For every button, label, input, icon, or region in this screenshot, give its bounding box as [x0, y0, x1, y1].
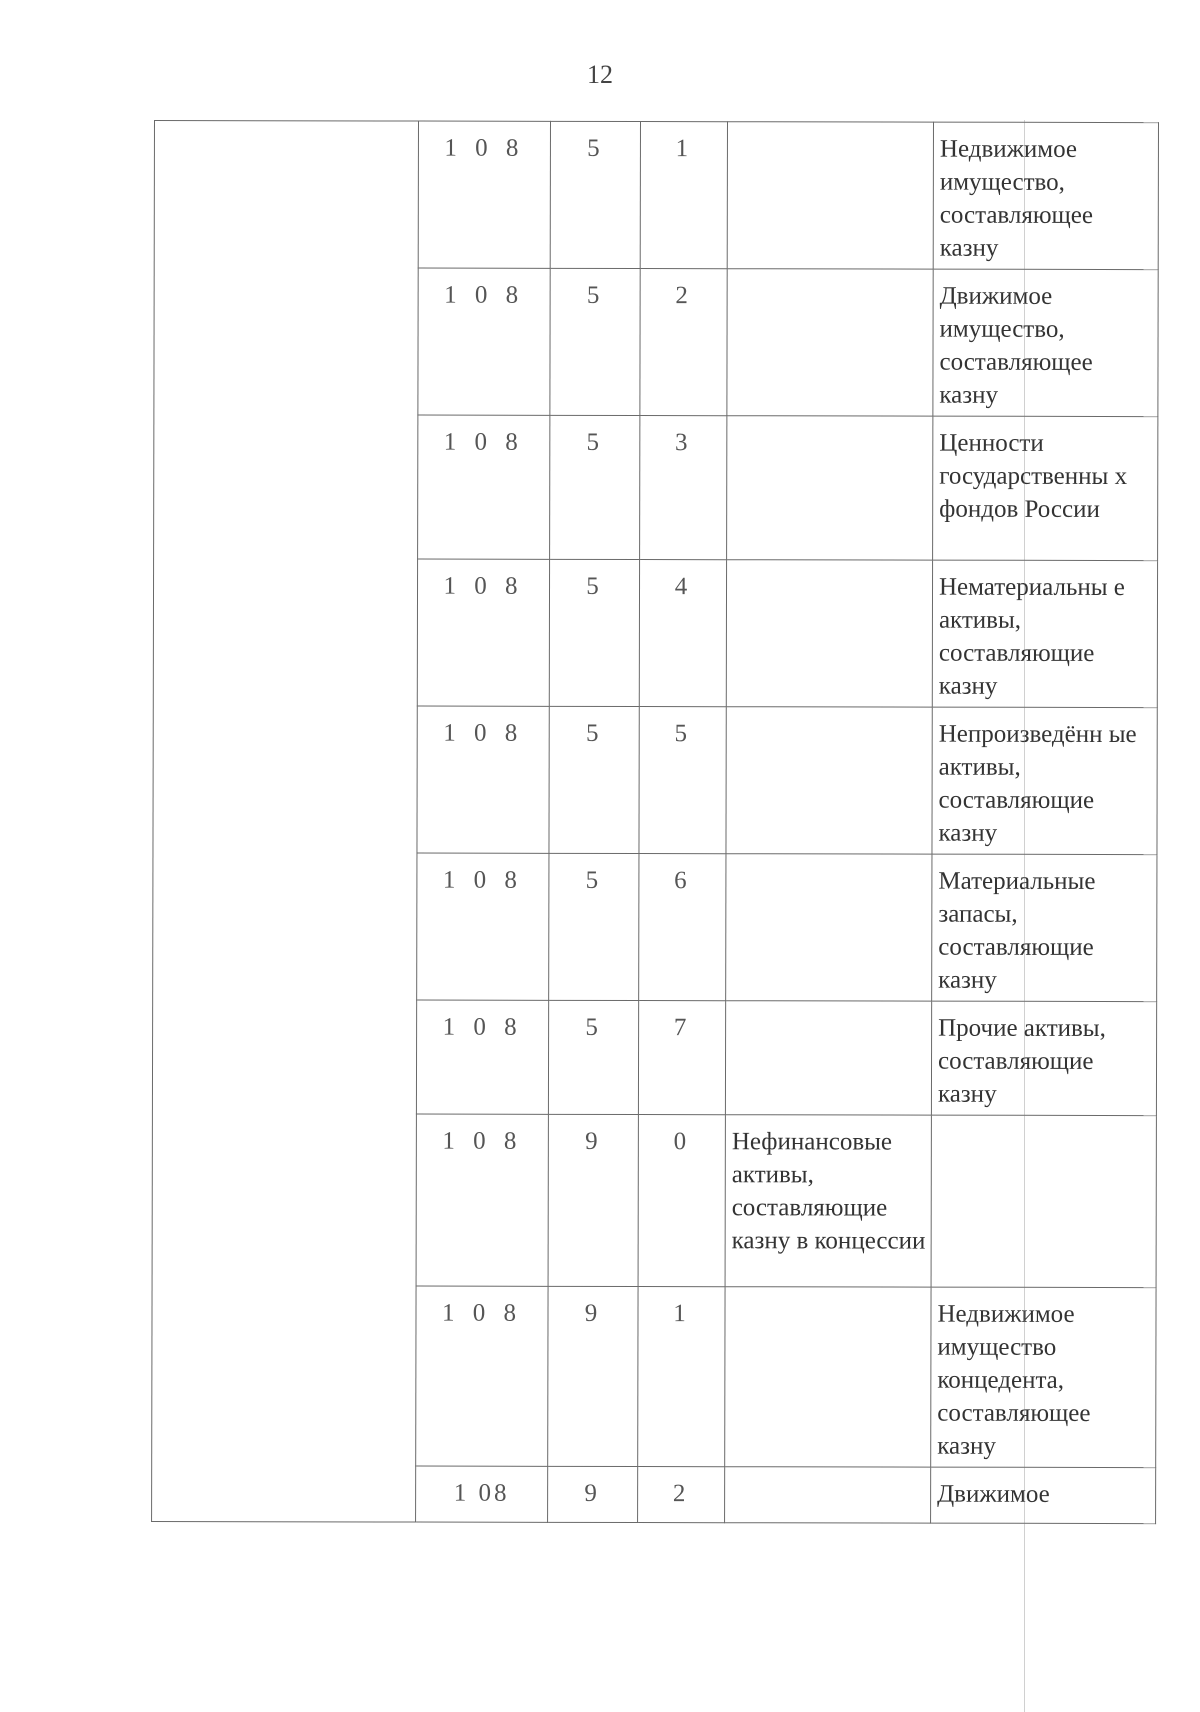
group-name — [725, 1001, 931, 1115]
group-name: Нефинансовые активы, составляющие казну в концессии — [725, 1115, 931, 1287]
group-code: 9 — [548, 1114, 638, 1286]
subgroup-code: 0 — [638, 1115, 725, 1287]
account-name: Ценности государственны х фондов России — [933, 416, 1158, 560]
table-row — [154, 121, 1158, 270]
synthetic-account-code: 1 0 8 — [416, 1114, 548, 1286]
subgroup-code: 4 — [639, 560, 726, 707]
group-name — [726, 854, 932, 1001]
synthetic-account-code: 1 0 8 — [418, 268, 550, 415]
account-name: Движимое — [931, 1467, 1156, 1523]
group-code: 9 — [548, 1466, 638, 1522]
group-code: 5 — [550, 415, 640, 559]
group-name — [727, 269, 933, 416]
synthetic-account-code: 1 0 8 — [417, 853, 549, 1000]
subgroup-code: 5 — [639, 707, 726, 854]
group-code: 5 — [548, 1000, 638, 1114]
group-code: 5 — [550, 121, 640, 268]
account-name: Недвижимое имущество концедента, составляющее казну — [931, 1287, 1156, 1467]
group-name — [727, 122, 933, 269]
account-name: Движимое имущество, составляющее казну — [933, 269, 1158, 416]
synthetic-account-code: 1 0 8 — [416, 1000, 548, 1114]
group-code: 5 — [549, 559, 639, 706]
subgroup-code: 1 — [638, 1287, 725, 1467]
account-name: Материальные запасы, составляющие казну — [932, 854, 1157, 1001]
group-code: 9 — [548, 1286, 638, 1466]
subgroup-code: 1 — [640, 122, 727, 269]
synthetic-account-code: 1 08 — [416, 1466, 548, 1522]
subgroup-code: 7 — [638, 1001, 725, 1115]
synthetic-account-code: 1 0 8 — [418, 415, 550, 559]
group-code: 5 — [550, 268, 640, 415]
synthetic-account-code: 1 0 8 — [417, 706, 549, 853]
group-code: 5 — [549, 853, 639, 1000]
subgroup-code: 6 — [639, 854, 726, 1001]
page-number: 12 — [587, 60, 613, 89]
synthetic-account-code: 1 0 8 — [416, 1286, 548, 1466]
synthetic-account-code: 1 0 8 — [418, 121, 550, 268]
group-name — [726, 560, 932, 707]
synthetic-account-code: 1 0 8 — [417, 559, 549, 706]
account-name: Прочие активы, составляющие казну — [931, 1001, 1156, 1115]
group-name — [725, 1287, 931, 1467]
group-name — [726, 707, 932, 854]
account-code-table — [151, 120, 1159, 1524]
account-name: Недвижимое имущество, составляющее казну — [933, 122, 1158, 269]
subgroup-code: 3 — [640, 416, 727, 560]
scan-fold-line — [1024, 120, 1025, 1712]
group-name — [725, 1467, 931, 1523]
account-name: Непроизведённ ые активы, составляющие казну — [932, 707, 1157, 854]
group-code: 5 — [549, 706, 639, 853]
account-name — [931, 1115, 1156, 1287]
account-name: Нематериальны е активы, составляющие казну — [932, 560, 1157, 707]
blank-column-cell — [152, 121, 419, 1523]
subgroup-code: 2 — [638, 1467, 725, 1523]
group-name — [727, 416, 933, 560]
subgroup-code: 2 — [640, 269, 727, 416]
